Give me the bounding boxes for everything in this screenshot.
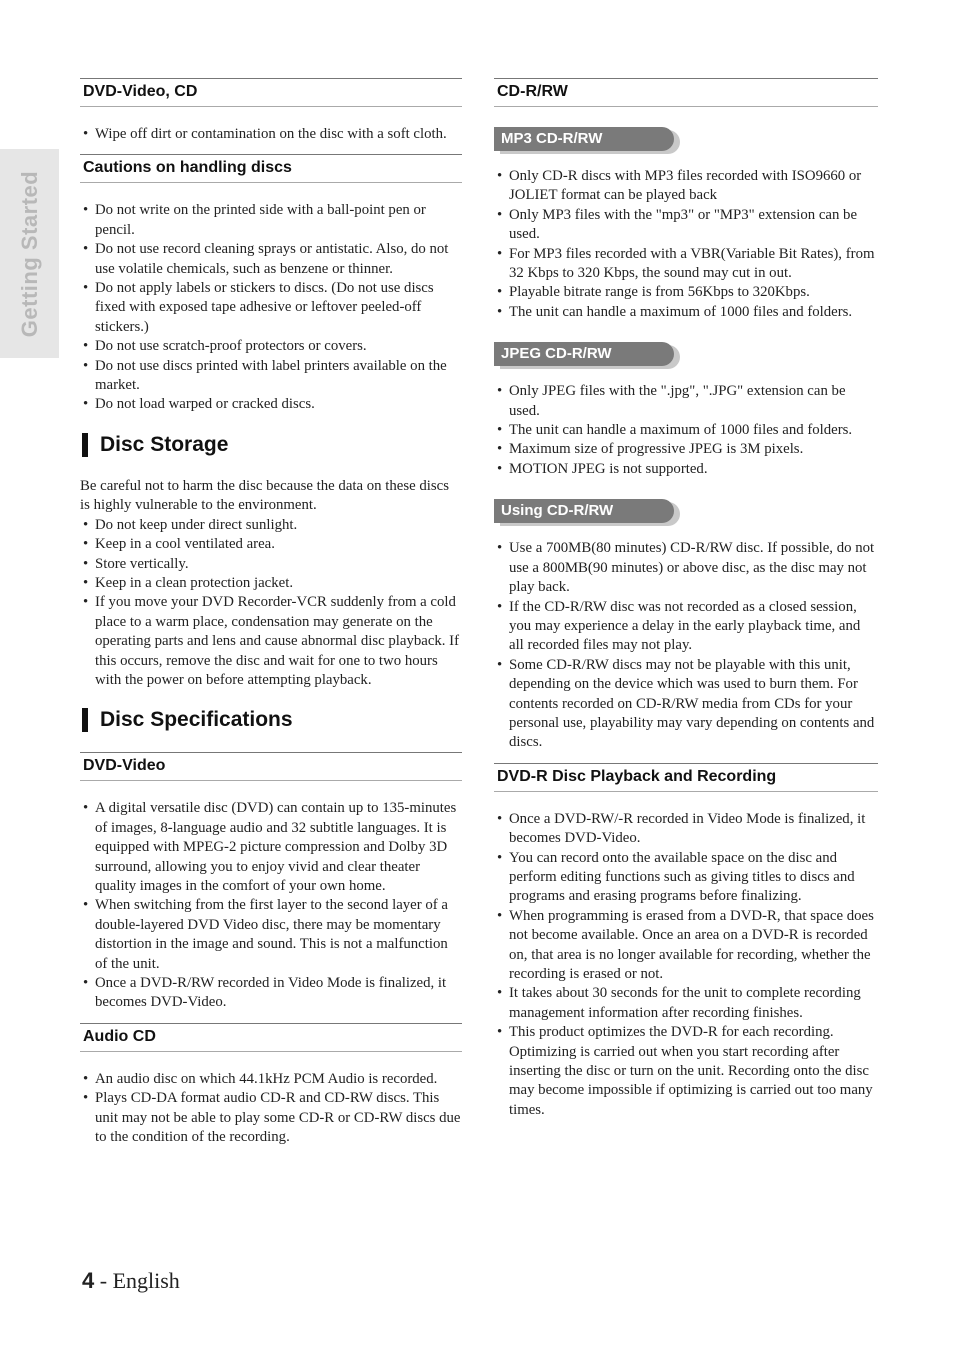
list-item: • Do not use discs printed with label printers available on the market. [80, 357, 462, 396]
tab-label-text: Using CD-R/RW [494, 499, 674, 523]
list-cautions [80, 201, 462, 414]
subhead-dvd-video: DVD-Video [80, 752, 462, 781]
subhead-dvd-r: DVD-R Disc Playback and Recording [494, 763, 878, 792]
list-item: • Maximum size of progressive JPEG is 3M pixels. [494, 440, 878, 459]
list-jpeg [494, 382, 878, 479]
subhead-cautions: Cautions on handling discs [80, 154, 462, 183]
list-item: • Keep in a cool ventilated area. [80, 535, 462, 554]
list-item: • Once a DVD-RW/-R recorded in Video Mode is finalized, it becomes DVD-Video. [494, 810, 878, 849]
list-item: • Once a DVD-R/RW recorded in Video Mode is finalized, it becomes DVD-Video. [80, 974, 462, 1013]
list-item: • Only MP3 files with the "mp3" or "MP3" extension can be used. [494, 206, 878, 245]
list-item: • Do not keep under direct sunlight. [80, 516, 462, 535]
list-item: • Keep in a clean protection jacket. [80, 574, 462, 593]
list-item: • It takes about 30 seconds for the unit to complete recording management information after recording finishes. [494, 984, 878, 1023]
list-item: • Plays CD-DA format audio CD-R and CD-RW discs. This unit may not be able to play some CD-R or CD-RW discs due to the condition of the recording. [80, 1089, 462, 1147]
tab-label-mp3 [494, 127, 680, 153]
list-item: • When switching from the first layer to the second layer of a double-layered DVD Video disc, there may be momentary distortion in the image and sound. This is not a malfunction of the unit. [80, 896, 462, 974]
list-item: • Do not apply labels or stickers to discs. (Do not use discs fixed with exposed tape adhesive or leftover peeled-off stickers.) [80, 279, 462, 337]
heading-disc-specifications: Disc Specifications [82, 708, 464, 732]
list-item: • A digital versatile disc (DVD) can contain up to 135-minutes of images, 8-language audio and 32 subtitle languages. It is equipped with MPEG-2 picture compression and Dolby 3D surround, allowing you to enjoy vivid and clear theater quality images in the comfort of your own home. [80, 799, 462, 896]
heading-disc-storage: Disc Storage [82, 433, 464, 457]
footer-language: English [112, 1268, 180, 1293]
subhead-cd-rw: CD-R/RW [494, 78, 878, 107]
list-dvd-video [80, 799, 462, 1012]
list-audio-cd [80, 1070, 462, 1148]
list-item: • An audio disc on which 44.1kHz PCM Audio is recorded. [80, 1070, 462, 1089]
list-disc-storage [80, 516, 462, 691]
list-item: • Do not use scratch-proof protectors or covers. [80, 337, 462, 356]
list-item: • Do not use record cleaning sprays or antistatic. Also, do not use volatile chemicals, such as benzene or thinner. [80, 240, 462, 279]
subhead-dvd-video-cd: DVD-Video, CD [80, 78, 462, 107]
list-item: • The unit can handle a maximum of 1000 files and folders. [494, 421, 878, 440]
list-using-cd-rw [494, 539, 878, 752]
list-item: • When programming is erased from a DVD-R, that space does not become available. Once an area on a DVD-R is recorded on, that area is no longer available for recording, whether the recording is erased or not. [494, 907, 878, 985]
list-item: • Only JPEG files with the ".jpg", ".JPG" extension can be used. [494, 382, 878, 421]
list-dvd-r [494, 810, 878, 1121]
list-item: • Some CD-R/RW discs may not be playable with this unit, depending on the device which was used to burn them. For contents recorded on CD-R/RW media from CDs for your personal use, playability may vary depending on contents and discs. [494, 656, 878, 753]
list-item: • Store vertically. [80, 555, 462, 574]
list-item: • Wipe off dirt or contamination on the disc with a soft cloth. [80, 125, 462, 144]
list-item: • Use a 700MB(80 minutes) CD-R/RW disc. If possible, do not use a 800MB(90 minutes) or above disc, as the disc may not play back. [494, 539, 878, 597]
page-number: 4 [82, 1268, 95, 1293]
footer-separator: - [94, 1268, 113, 1293]
list-mp3 [494, 167, 878, 322]
tab-label-using [494, 499, 680, 525]
left-column [80, 78, 462, 1157]
list-item: • Only CD-R discs with MP3 files recorded with ISO9660 or JOLIET format can be played back [494, 167, 878, 206]
list-item: • The unit can handle a maximum of 1000 files and folders. [494, 303, 878, 322]
tab-label-text: JPEG CD-R/RW [494, 342, 674, 366]
tab-label-jpeg [494, 342, 680, 368]
list-item: • Playable bitrate range is from 56Kbps to 320Kbps. [494, 283, 878, 302]
section-side-tab [0, 149, 59, 358]
list-item: • You can record onto the available space on the disc and perform editing functions such as giving titles to discs and programs and erasing programs before finalizing. [494, 849, 878, 907]
list-item: • If the CD-R/RW disc was not recorded as a closed session, you may experience a delay in the early playback time, and all recorded files may not play. [494, 598, 878, 656]
list-item: • If you move your DVD Recorder-VCR suddenly from a cold place to a warm place, condensation may generate on the operating parts and lens and cause abnormal disc playback. If this occurs, remove the disc and wait for one to two hours with the power on before attempting playback. [80, 593, 462, 690]
list-item: • Do not load warped or cracked discs. [80, 395, 462, 414]
list-item: • MOTION JPEG is not supported. [494, 460, 878, 479]
subhead-audio-cd: Audio CD [80, 1023, 462, 1052]
list-item: • For MP3 files recorded with a VBR(Variable Bit Rates), from 32 Kbps to 320 Kbps, the sound may cut in out. [494, 245, 878, 284]
tab-label-text: MP3 CD-R/RW [494, 127, 674, 151]
list-item: • This product optimizes the DVD-R for each recording. Optimizing is carried out when you start recording after inserting the disc or turn on the unit. Recording onto the disc may become impossible if optimizing is carried out too many times. [494, 1023, 878, 1120]
page-footer [82, 1268, 180, 1294]
list-dvd-video-cd [80, 125, 462, 144]
list-item: • Do not write on the printed side with a ball-point pen or pencil. [80, 201, 462, 240]
right-column [494, 78, 878, 1130]
disc-storage-intro: Be careful not to harm the disc because the data on these discs is highly vulnerable to the environment. [80, 477, 449, 514]
side-tab-label: Getting Started [16, 170, 42, 337]
